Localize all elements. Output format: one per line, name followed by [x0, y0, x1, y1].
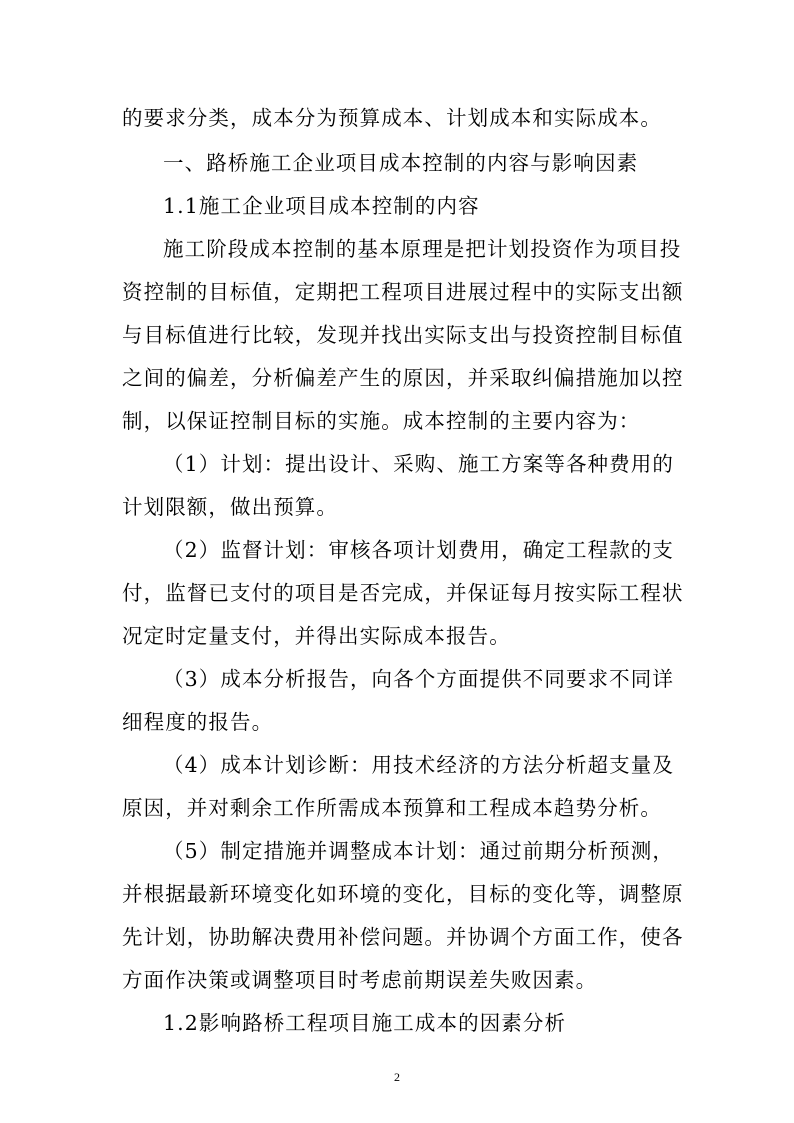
text-line: 并根据最新环境变化如环境的变化，目标的变化等，调整原 [122, 882, 684, 906]
subsection-heading: 1.2影响路桥工程项目施工成本的因素分析 [163, 1011, 567, 1035]
text-line: 资控制的目标值，定期把工程项目进展过程中的实际支出额 [122, 280, 684, 304]
text-line: 方面作决策或调整项目时考虑前期误差失败因素。 [122, 968, 598, 992]
text-line: 原因，并对剩余工作所需成本预算和工程成本趋势分析。 [122, 796, 662, 820]
text-line: 况定时定量支付，并得出实际成本报告。 [122, 624, 511, 648]
text-line: 之间的偏差，分析偏差产生的原因，并采取纠偏措施加以控 [122, 366, 684, 390]
text-line: 付，监督已支付的项目是否完成，并保证每月按实际工程状 [122, 581, 684, 605]
text-line: 的要求分类，成本分为预算成本、计划成本和实际成本。 [122, 106, 662, 130]
text-line: 先计划，协助解决费用补偿问题。并协调个方面工作，使各 [122, 925, 684, 949]
list-item-line: （2）监督计划：审核各项计划费用，确定工程款的支 [163, 538, 674, 562]
list-item-line: （5）制定措施并调整成本计划：通过前期分析预测， [163, 839, 674, 863]
text-line: 制，以保证控制目标的实施。成本控制的主要内容为： [122, 409, 641, 433]
text-line: 细程度的报告。 [122, 710, 274, 734]
subsection-heading: 1.1施工企业项目成本控制的内容 [163, 194, 480, 218]
text-line: 施工阶段成本控制的基本原理是把计划投资作为项目投 [163, 237, 682, 261]
list-item-line: （1）计划：提出设计、采购、施工方案等各种费用的 [163, 452, 674, 476]
text-line: 计划限额，做出预算。 [122, 495, 338, 519]
list-item-line: （3）成本分析报告，向各个方面提供不同要求不同详 [163, 667, 674, 691]
list-item-line: （4）成本计划诊断：用技术经济的方法分析超支量及 [163, 753, 674, 777]
text-line: 与目标值进行比较，发现并找出实际支出与投资控制目标值 [122, 323, 684, 347]
section-heading: 一、路桥施工企业项目成本控制的内容与影响因素 [163, 151, 639, 175]
page-number: 2 [394, 1070, 400, 1084]
